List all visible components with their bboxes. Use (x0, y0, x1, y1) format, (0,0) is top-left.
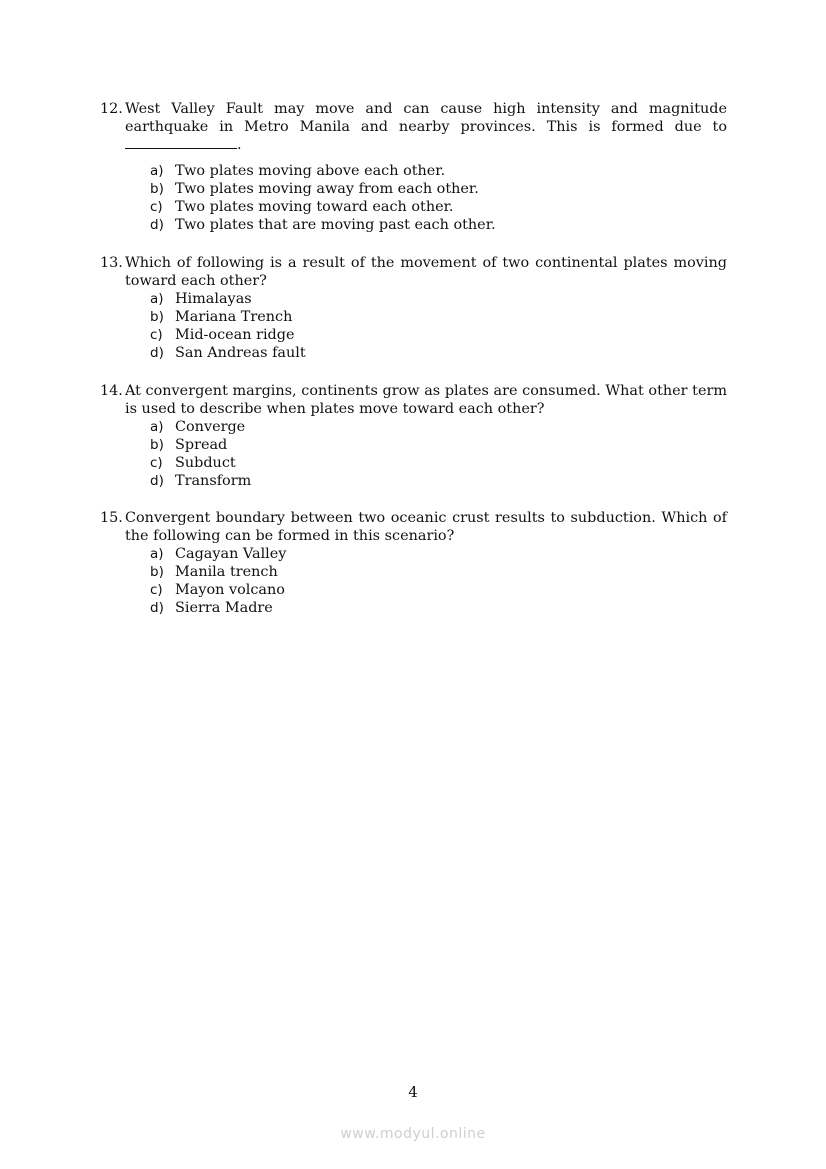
option-c (150, 198, 727, 216)
watermark: www.modyul.online (340, 1126, 486, 1142)
options-list (150, 418, 727, 490)
question-text: Convergent boundary between two oceanic crust results to subduction. Which of the following can be formed in this scenario? (125, 510, 727, 544)
question-number: 14. (100, 383, 123, 399)
option-text: Converge (175, 419, 246, 435)
option-letter: c) (150, 199, 163, 215)
option-c (150, 326, 727, 344)
answer-blank (125, 137, 237, 149)
question-text: West Valley Fault may move and can cause high intensity and magnitude earthquake in Metro Manila and nearby provinces. This is formed due to (125, 101, 727, 135)
option-letter: d) (150, 473, 164, 489)
option-text: Subduct (175, 455, 236, 471)
option-text: Transform (175, 473, 252, 489)
option-b (150, 308, 727, 326)
option-text: Two plates moving away from each other. (175, 181, 479, 197)
option-d (150, 216, 727, 234)
question-text-wrapper (125, 382, 727, 418)
question-stem (100, 254, 727, 290)
options-list (150, 162, 727, 234)
page-number: 4 (408, 1083, 418, 1101)
option-text: Two plates that are moving past each other. (175, 217, 496, 233)
options-list (150, 290, 727, 362)
option-b (150, 180, 727, 198)
option-letter: c) (150, 455, 163, 471)
question-text: Which of following is a result of the movement of two continental plates moving toward each other? (125, 255, 727, 289)
option-letter: a) (150, 163, 164, 179)
question-number: 15. (100, 510, 123, 526)
option-letter: c) (150, 582, 163, 598)
option-text: San Andreas fault (175, 345, 306, 361)
question-number: 13. (100, 255, 123, 271)
option-letter: b) (150, 181, 164, 197)
option-letter: b) (150, 437, 164, 453)
option-b (150, 436, 727, 454)
option-b (150, 563, 727, 581)
option-text: Mariana Trench (175, 309, 293, 325)
option-text: Sierra Madre (175, 600, 273, 616)
option-a (150, 290, 727, 308)
option-text: Mid-ocean ridge (175, 327, 295, 343)
option-d (150, 472, 727, 490)
option-d (150, 344, 727, 362)
option-text: Mayon volcano (175, 582, 285, 598)
option-a (150, 545, 727, 563)
option-a (150, 418, 727, 436)
question-12 (100, 100, 727, 234)
question-text-wrapper (125, 254, 727, 290)
option-letter: d) (150, 217, 164, 233)
option-text: Himalayas (175, 291, 252, 307)
answer-blank-row (100, 136, 727, 154)
option-letter: b) (150, 309, 164, 325)
option-c (150, 581, 727, 599)
option-a (150, 162, 727, 180)
question-13 (100, 254, 727, 362)
option-letter: a) (150, 419, 164, 435)
option-text: Two plates moving toward each other. (175, 199, 454, 215)
options-list (150, 545, 727, 617)
option-letter: c) (150, 327, 163, 343)
question-text: At convergent margins, continents grow as plates are consumed. What other term is used to describe when plates move toward each other? (125, 383, 727, 417)
question-stem (100, 100, 727, 136)
question-stem (100, 382, 727, 418)
option-text: Spread (175, 437, 228, 453)
blank-suffix: . (237, 137, 242, 153)
question-number: 12. (100, 101, 123, 117)
question-text-wrapper (125, 509, 727, 545)
option-letter: d) (150, 345, 164, 361)
question-14 (100, 382, 727, 490)
option-text: Cagayan Valley (175, 546, 287, 562)
option-text: Two plates moving above each other. (175, 163, 446, 179)
option-c (150, 454, 727, 472)
question-15 (100, 509, 727, 617)
option-letter: a) (150, 546, 164, 562)
question-stem (100, 509, 727, 545)
option-letter: b) (150, 564, 164, 580)
option-letter: d) (150, 600, 164, 616)
question-text-wrapper (125, 100, 727, 136)
option-letter: a) (150, 291, 164, 307)
option-text: Manila trench (175, 564, 278, 580)
option-d (150, 599, 727, 617)
